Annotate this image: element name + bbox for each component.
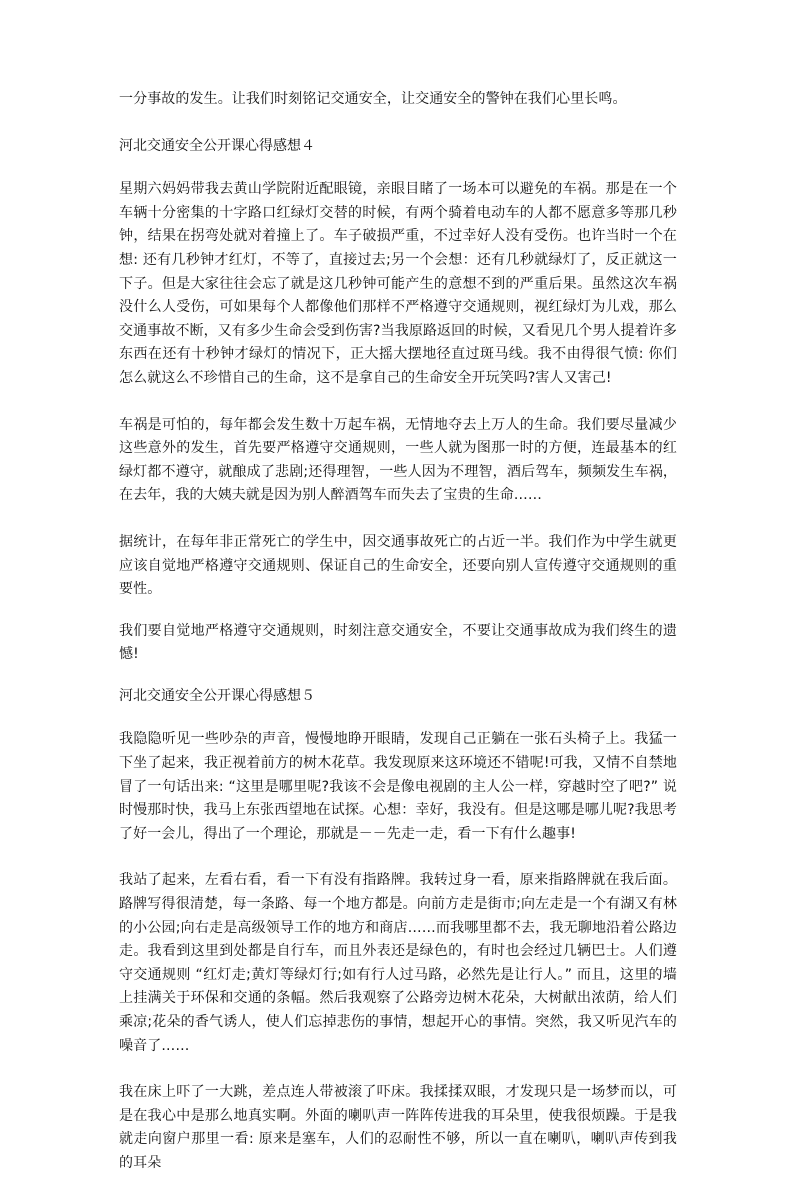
section-heading-4: 河北交通安全公开课心得感想４ xyxy=(119,137,315,154)
paragraph-story-glasses: 星期六妈妈带我去黄山学院附近配眼镜，亲眼目睹了一场本可以避免的车祸。那是在一个车辆十分密集的十字路口红绿灯交替的时候，有两个骑着电动车的人都不愿意多等那几秒钟，结果在拐弯处就对着撞上了。车子破损严重，不过幸好人没有受伤。也许当时一个在想: 还有几秒钟才红灯，不等了，直接过去;另一个会想：还有几秒就绿灯了，反正就这一下子。但是大家往往会忘了就是这几秒钟可能产生的意想不到的严重后果。虽然这次车祸没什么人受伤，可如果每个人都像他们那样不严格遵守交通规则，视红绿灯为儿戏，那么交通事故不断，又有多少生命会受到伤害?当我原路返回的时候，又看见几个男人提着许多东西在还有十秒钟才绿灯的情况下，正大摇大摆地径直过斑马线。我不由得很气愤: 你们怎么就这么不珍惜自己的生命，这不是拿自己的生命安全开玩笑吗?害人又害己! xyxy=(119,181,677,386)
paragraph-wake-up: 我在床上吓了一大跳，差点连人带被滚了吓床。我揉揉双眼，才发现只是一场梦而以，可是在我心中是那么地真实啊。外面的喇叭声一阵阵传进我的耳朵里，使我很烦躁。于是我就走向窗户那里一看: 原来是塞车，人们的忍耐性不够，所以一直在喇叭，喇叭声传到我的耳朵 xyxy=(119,1084,677,1171)
paragraph-conclusion: 我们要自觉地严格遵守交通规则，时刻注意交通安全，不要让交通事故成为我们终生的遗憾! xyxy=(119,622,677,663)
paragraph-dream-start: 我隐隐听见一些吵杂的声音，慢慢地睁开眼睛，发现自己正躺在一张石头椅子上。我猛一下坐了起来，我正视着前方的树木花草。我发现原来这环境还不错呢!可我，又情不自禁地冒了一句话出来: “这里是哪里呢?我该不会是像电视剧的主人公一样，穿越时空了吧?” 说时慢那时快，我马上东张西望地在试探。心想：幸好，我没有。但是这哪是哪儿呢?我思考了好一会儿，得出了一个理论，那就是－－先走一走，看一下有什么趣事! xyxy=(119,731,677,842)
paragraph-closing-previous: 一分事故的发生。让我们时刻铭记交通安全，让交通安全的警钟在我们心里长鸣。 xyxy=(119,91,627,107)
section-heading-5: 河北交通安全公开课心得感想５ xyxy=(119,687,315,704)
paragraph-accidents-terrible: 车祸是可怕的，每年都会发生数十万起车祸，无情地夺去上万人的生命。我们要尽量减少这些意外的发生，首先要严格遵守交通规则，一些人就为图那一时的方便，连最基本的红绿灯都不遵守，就酿成了悲剧;还得理智，一些人因为不理智，酒后驾车，频频发生车祸，在去年，我的大姨夫就是因为别人醉酒驾车而失去了宝贵的生命…… xyxy=(119,416,677,504)
document-page xyxy=(119,88,677,1199)
paragraph-dream-walk: 我站了起来，左看右看，看一下有没有指路牌。我转过身一看，原来指路牌就在我后面。路牌写得很清楚，每一条路、每一个地方都是。向前方走是街市;向左走是一个有湖又有林的小公园;向右走是高级领导工作的地方和商店……而我哪里都不去，我无聊地沿着公路边走。我看到这里到处都是自行车，而且外表还是绿色的，有时也会经过几辆巴士。人们遵守交通规则 “红灯走;黄灯等绿灯行;如有行人过马路，必然先是让行人。” 而且，这里的墙上挂满关于环保和交通的条幅。然后我观察了公路旁边树木花朵，大树献出浓荫，给人们乘凉;花朵的香气诱人，使人们忘掉悲伤的事情，想起开心的事情。突然，我又听见汽车的噪音了…… xyxy=(119,872,677,1054)
paragraph-statistics: 据统计，在每年非正常死亡的学生中，因交通事故死亡的占近一半。我们作为中学生就更应该自觉地严格遵守交通规则、保证自己的生命安全，还要向别人宣传遵守交通规则的重要性。 xyxy=(119,533,677,598)
